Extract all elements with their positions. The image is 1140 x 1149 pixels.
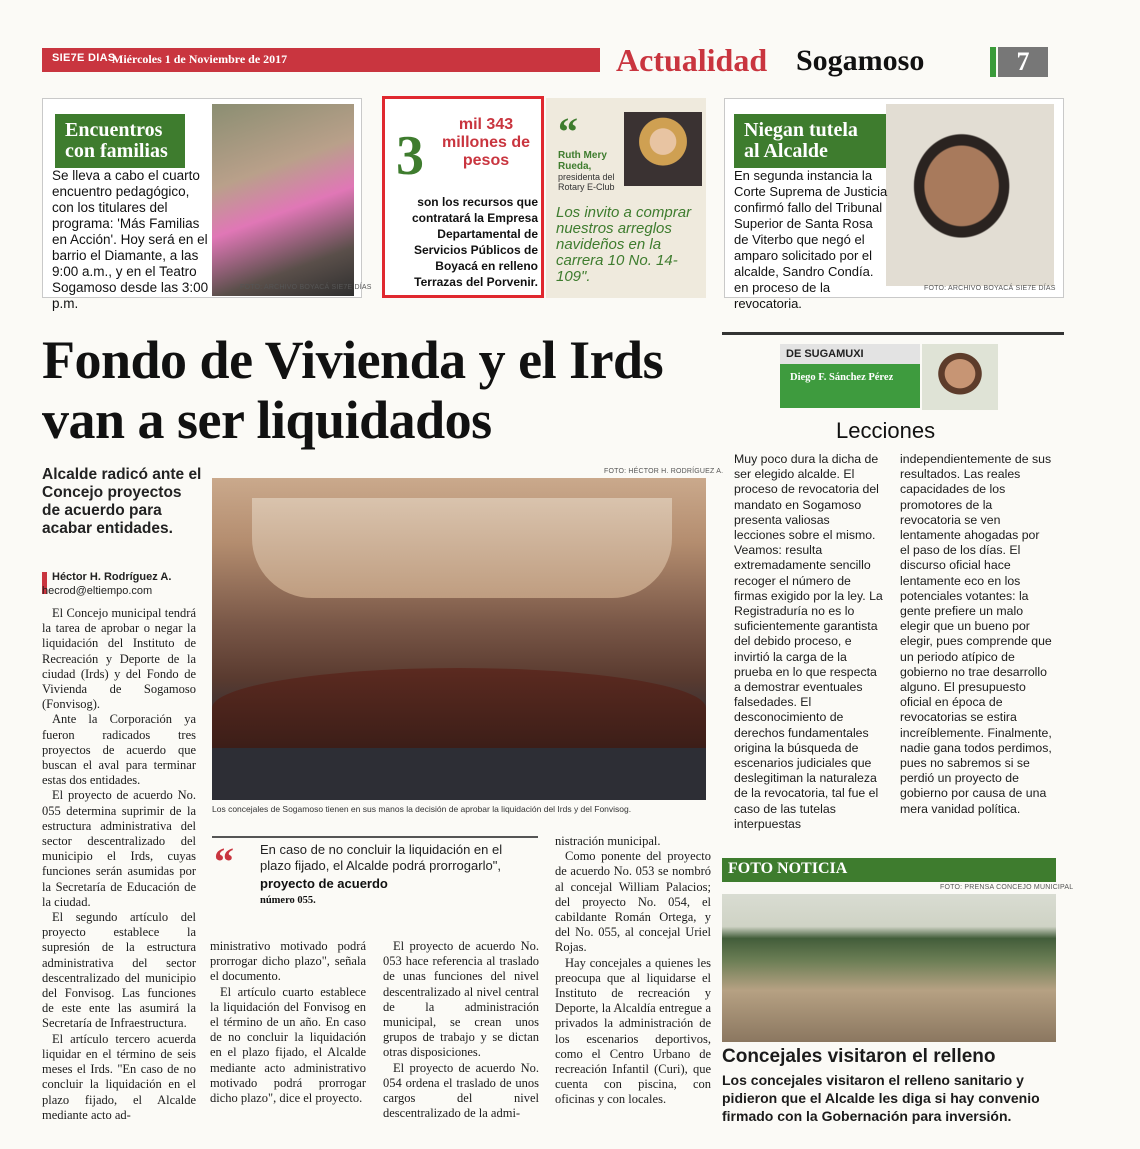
photo-table xyxy=(212,668,706,748)
paragraph: El proyecto de acuerdo No. 055 determina suprimir de la estructura administrativa del sector descentralizado del municipio el Irds, cuyas funciones serán asumidas por la Secretaría de Educación de la ciudad. xyxy=(42,788,196,909)
quote-author-role: presidenta del Rotary E-Club xyxy=(558,172,615,192)
photo-wall xyxy=(252,498,672,598)
article-deck: Alcalde radicó ante el Concejo proyectos de acuerdo para acabar entidades. xyxy=(42,466,202,537)
opinion-author-photo xyxy=(922,344,998,410)
pull-quote-icon: “ xyxy=(214,839,234,884)
article-column-2 xyxy=(210,939,366,1106)
section-label: Sogamoso xyxy=(796,44,925,77)
brief-tutela-title: Niegan tutela al Alcalde xyxy=(734,114,886,168)
opinion-author: Diego F. Sánchez Pérez xyxy=(780,364,920,408)
paragraph: El artículo cuarto establece la liquidación del Fonvisog en el término de un año. En caso de no concluir la liquidación en el plazo fijado, el Alcalde mediante acto administrativo motivado podrá prorrogar dicho plazo", dice el proyecto. xyxy=(210,984,366,1106)
brief-tutela-text: En segunda instancia la Corte Suprema de Justicia confirmó fallo del Tribunal Superior de Santa Rosa de Viterbo que negó el amparo solicitado por el alcalde, Sandro Condía. en proceso de la revocatoria. xyxy=(734,168,888,311)
paragraph: El artículo tercero acuerda liquidar en el término de seis meses el Irds. "En caso de no concluir la liquidación en el plazo fijado, el Alcalde mediante acto ad- xyxy=(42,1031,196,1122)
paragraph: Como ponente del proyecto de acuerdo No. 053 se nombró al concejal William Palacios; del proyecto No. 054, el cabildante Román Ortega, y del No. 055, al concejal Uriel Rojas. xyxy=(555,849,711,955)
paragraph: El Concejo municipal tendrá la tarea de aprobar o negar la liquidación del Instituto de Recreación y Deporte de la ciudad (Irds) y del Fondo de Vivienda de Sogamoso (Fonvisog). xyxy=(42,606,196,712)
opinion-title: Lecciones xyxy=(836,418,936,443)
opinion-section-tab: DE SUGAMUXI xyxy=(780,344,920,364)
pull-quote-source: proyecto de acuerdo xyxy=(260,876,388,891)
brief-encuentros-photo xyxy=(212,104,354,296)
photo-news-title: Concejales visitaron el relleno xyxy=(722,1046,996,1067)
pull-quote-source-number: número 055. xyxy=(260,895,316,906)
main-photo xyxy=(212,478,706,800)
brief-encuentros-credit: FOTO: ARCHIVO BOYACÁ SIE7E DÍAS xyxy=(240,284,372,291)
paragraph: ministrativo motivado podrá prorrogar dicho plazo", señala el documento. xyxy=(210,939,366,984)
photo-floor xyxy=(212,748,706,800)
paragraph: Ante la Corporación ya fueron radicados tres proyectos de acuerdo que buscan el aval para terminar estas dos entidades. xyxy=(42,712,196,788)
article-author: Héctor H. Rodríguez A. xyxy=(52,571,172,583)
brief-tutela-credit: FOTO: ARCHIVO BOYACÁ SIE7E DÍAS xyxy=(924,285,1056,292)
article-column-3 xyxy=(383,939,539,1121)
brief-encuentros-title: Encuentros con familias xyxy=(55,114,185,168)
page-marker xyxy=(990,47,996,77)
quote-author-photo xyxy=(624,112,702,186)
photo-news-image xyxy=(722,894,1056,1042)
article-author-email: hecrod@eltiempo.com xyxy=(42,585,153,597)
issue-date: Miércoles 1 de Noviembre de 2017 xyxy=(112,52,288,66)
article-column-1 xyxy=(42,606,196,1123)
article-headline: Fondo de Vivienda y el Irds van a ser liquidados xyxy=(42,330,664,450)
main-photo-credit: FOTO: HÉCTOR H. RODRÍGUEZ A. xyxy=(604,468,724,475)
figure-number: 3 xyxy=(396,125,424,187)
article-column-4 xyxy=(555,834,711,1108)
paragraph: nistración municipal. xyxy=(555,834,661,848)
photo-news-credit: FOTO: PRENSA CONCEJO MUNICIPAL xyxy=(940,884,1074,891)
paragraph: El proyecto de acuerdo No. 054 ordena el traslado de unos cargos del nivel descentralizado de la admi- xyxy=(383,1060,539,1121)
photo-news-text: Los concejales visitaron el relleno sanitario y pidieron que el Alcalde les diga si hay convenio firmado con la Gobernación para inversión. xyxy=(722,1072,1040,1124)
photo-news-label: FOTO NOTICIA xyxy=(728,860,848,877)
quote-author-name: Ruth Mery Rueda, xyxy=(558,150,607,172)
figure-text: son los recursos que contratará la Empresa Departamental de Servicios Públicos de Boyacá en relleno Terrazas del Porvenir. xyxy=(411,195,538,289)
paragraph: El proyecto de acuerdo No. 053 hace referencia al traslado de unas funciones del nivel descentralizado al nivel central de la administración municipal, se crean unos grupos de trabajo y se dictan otras disposiciones. xyxy=(383,939,539,1060)
figure-amount: mil 343 millones de pesos xyxy=(441,116,531,169)
category-label: Actualidad xyxy=(616,42,768,78)
page-number: 7 xyxy=(998,47,1048,77)
quote-mark-icon: “ xyxy=(558,109,578,154)
main-photo-caption: Los concejales de Sogamoso tienen en sus manos la decisión de aprobar la liquidación del Irds y del Fonvisog. xyxy=(212,804,632,814)
pull-quote-text: En caso de no concluir la liquidación en el plazo fijado, el Alcalde podrá prorrogarlo", xyxy=(260,842,503,873)
newspaper-logo: SIE7E DIAS xyxy=(52,52,116,64)
quote-text: Los invito a comprar nuestros arreglos navideños en la carrera 10 No. 14-109". xyxy=(556,204,692,285)
opinion-column-1: Muy poco dura la dicha de ser elegido alcalde. El proceso de revocatoria del mandato en Sogamoso presenta valiosas lecciones sobre el mismo. Veamos: resulta extremadamente sencillo recoger el número de firmas exigido por la ley. La Registraduría no es lo suficientemente garantista del debido proceso, e invirtió la carga de la prueba en lo que respecta a demostrar eventuales falsedades. El desconocimiento de derechos fundamentales origina la búsqueda de escenarios judiciales que deslegitiman la naturaleza de la revocatoria, tal fue el caso de las tutelas interpuestas xyxy=(734,452,883,831)
paragraph: Hay concejales a quienes les preocupa que al liquidarse el Instituto de recreación y Deporte, la Alcaldía entregue a privados la administración de los escenarios deportivos, como el Centro Urbano de recreación Infantil (Curi), que cuenta con piscina, con oficinas y con locales. xyxy=(555,955,711,1107)
brief-tutela-photo xyxy=(886,104,1054,286)
opinion-column-2: independientemente de sus resultados. Las reales capacidades de los promotores de la revocatoria se ven lentamente ahogadas por el paso de los días. El discurso oficial hace lentamente eco en los potenciales votantes: la gente prefiere un malo elegir que un bueno por elegir, pues comprende que un periodo atípico de gobierno no trae desarrollo alguno. El presupuesto oficial en época de revocatorias se estira increíblemente. Finalmente, nadie gana todos perdimos, pues no sabremos si se perdió un proyecto de gobierno por causa de una mera vanidad política. xyxy=(900,452,1052,816)
paragraph: El segundo artículo del proyecto establece la supresión de la estructura administrativa del sector descentralizado del municipio del Fonvisog. Las funciones de este ente las asumirá la Secretaría de Infraestructura. xyxy=(42,910,196,1031)
brief-encuentros-text: Se lleva a cabo el cuarto encuentro pedagógico, con los titulares del programa: 'Más Familias en Acción'. Hoy será en el barrio el Diamante, a las 9:00 a.m., y en el Teatro Sogamoso desde las 3:00 p.m. xyxy=(52,168,209,311)
